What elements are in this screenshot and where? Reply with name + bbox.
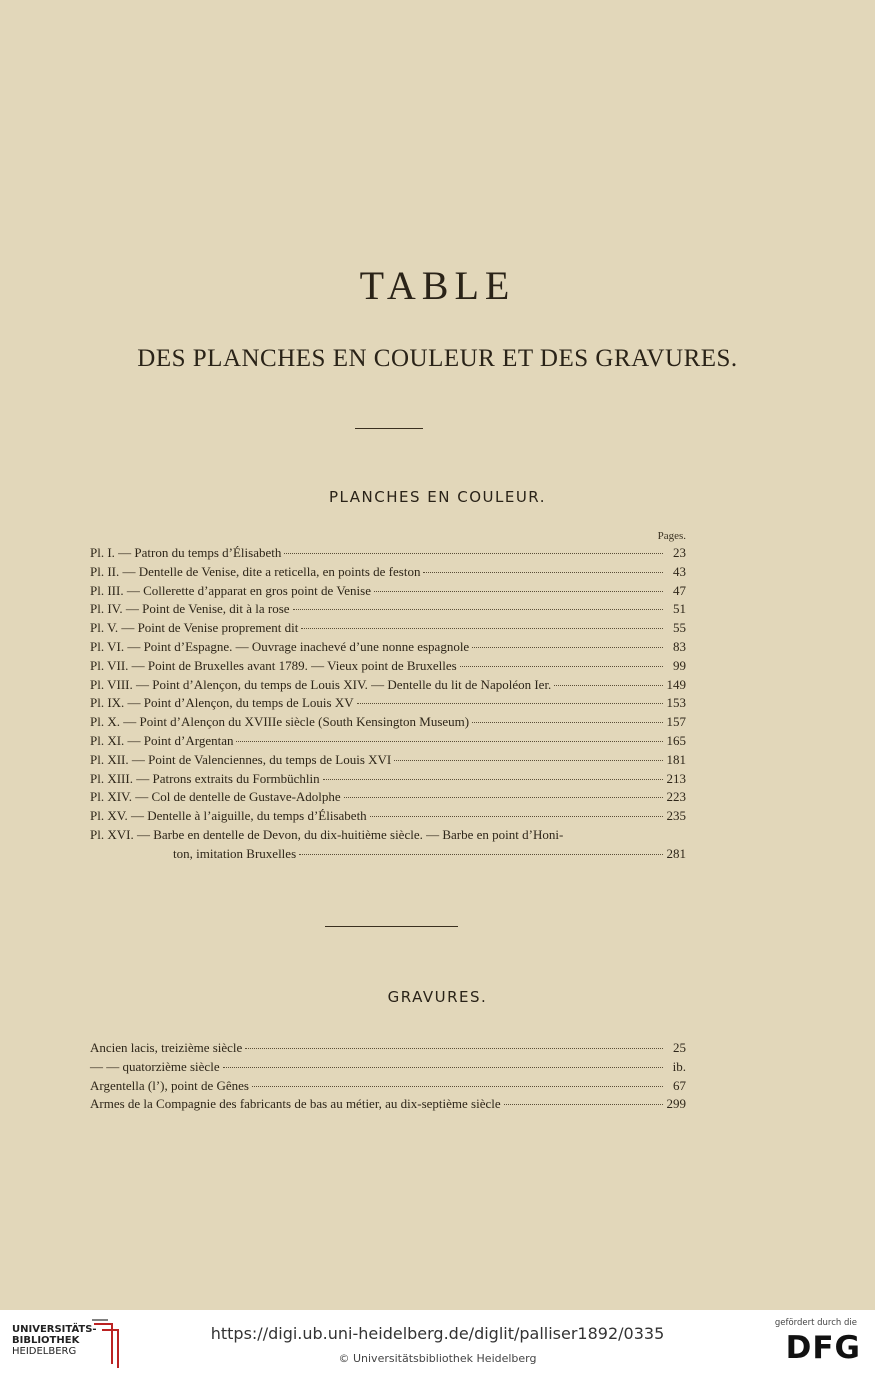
dot-leader bbox=[370, 816, 663, 817]
page-number: 235 bbox=[666, 808, 686, 824]
entry-title: Pl. VI. — Point d’Espagne. — Ouvrage inachevé d’une nonne espagnole bbox=[90, 638, 470, 654]
dot-leader bbox=[374, 591, 663, 592]
entry-title: Pl. I. — Patron du temps d’Élisabeth bbox=[90, 545, 282, 560]
page-number: 153 bbox=[666, 695, 686, 711]
dot-leader bbox=[554, 685, 663, 686]
engraving-entry bbox=[90, 1078, 686, 1097]
plate-entry bbox=[90, 695, 686, 714]
page-number: ib. bbox=[672, 1058, 686, 1074]
entry-title: Pl. V. — Point de Venise proprement dit bbox=[90, 620, 299, 636]
dot-leader bbox=[472, 647, 663, 648]
entry-title: Pl. X. — Point d’Alençon du XVIIIe siècle (South Kensington Museum) bbox=[90, 714, 470, 730]
engraving-entry bbox=[90, 1040, 686, 1059]
permalink-url[interactable]: https://digi.ub.uni-heidelberg.de/diglit/palliser1892/0335 bbox=[210, 1324, 665, 1343]
entry-title: Argentella (l’), point de Gênes bbox=[90, 1077, 249, 1093]
dot-leader bbox=[357, 703, 663, 704]
pages-label: Pages. bbox=[657, 530, 686, 542]
entry-title: Pl. XIV. — Col de dentelle de Gustave-Adolphe bbox=[90, 789, 341, 805]
dot-leader bbox=[394, 760, 663, 761]
plate-entry bbox=[90, 714, 686, 733]
dot-leader bbox=[245, 1048, 663, 1049]
page-number: 165 bbox=[666, 732, 686, 748]
dot-leader bbox=[223, 1067, 663, 1068]
page-number: 281 bbox=[666, 845, 686, 861]
entry-title: — — quatorzième siècle bbox=[90, 1058, 220, 1074]
entry-title: Armes de la Compagnie des fabricants de bas au métier, au dix-septième siècle bbox=[90, 1096, 501, 1112]
page-number: 25 bbox=[673, 1040, 686, 1055]
entry-title: Pl. XV. — Dentelle à l’aiguille, du temps d’Élisabeth bbox=[90, 808, 367, 824]
plate-entry bbox=[90, 601, 686, 620]
page-number: 23 bbox=[673, 545, 686, 560]
entry-title: Pl. XI. — Point d’Argentan bbox=[90, 732, 234, 748]
plates-heading: PLANCHES EN COULEUR. bbox=[329, 488, 546, 506]
page-number: 83 bbox=[673, 638, 686, 654]
engravings-list bbox=[90, 1040, 686, 1115]
plate-entry bbox=[90, 808, 686, 827]
entry-title: Pl. II. — Dentelle de Venise, dite a reticella, en points de feston bbox=[90, 563, 421, 579]
page-number: 99 bbox=[673, 657, 686, 673]
page-subtitle: DES PLANCHES EN COULEUR ET DES GRAVURES. bbox=[137, 345, 738, 372]
dot-leader bbox=[301, 628, 663, 629]
library-line-1: UNIVERSITÄTS- bbox=[12, 1324, 97, 1335]
plate-entry bbox=[90, 620, 686, 639]
entry-title: Pl. IV. — Point de Venise, dit à la rose bbox=[90, 601, 290, 617]
dot-leader bbox=[252, 1086, 663, 1087]
divider-top bbox=[355, 428, 423, 429]
entry-title: Pl. VIII. — Point d’Alençon, du temps de Louis XIV. — Dentelle du lit de Napoléon Ier. bbox=[90, 676, 552, 692]
dot-leader bbox=[344, 797, 663, 798]
entry-title: Pl. VII. — Point de Bruxelles avant 1789. — Vieux point de Bruxelles bbox=[90, 657, 457, 673]
plate-entry bbox=[90, 846, 686, 865]
dot-leader bbox=[323, 779, 663, 780]
library-line-2: BIBLIOTHEK bbox=[12, 1335, 80, 1346]
engravings-heading: GRAVURES. bbox=[387, 988, 488, 1006]
entry-title: Pl. III. — Collerette d’apparat en gros point de Venise bbox=[90, 582, 371, 598]
page-number: 181 bbox=[666, 751, 686, 767]
engraving-entry bbox=[90, 1059, 686, 1078]
plate-entry bbox=[90, 733, 686, 752]
page-number: 51 bbox=[673, 601, 686, 617]
page-number: 47 bbox=[673, 582, 686, 598]
entry-title: Pl. XIII. — Patrons extraits du Formbüchlin bbox=[90, 770, 320, 786]
plate-entry bbox=[90, 583, 686, 602]
page-number: 55 bbox=[673, 620, 686, 636]
page-title: TABLE bbox=[359, 263, 516, 308]
plate-entry bbox=[90, 752, 686, 771]
entry-title: Pl. XVI. — Barbe en dentelle de Devon, du dix-huitième siècle. — Barbe en point d’Honi- bbox=[90, 826, 564, 842]
engraving-entry bbox=[90, 1096, 686, 1115]
plate-entry bbox=[90, 789, 686, 808]
page-number: 223 bbox=[666, 789, 686, 805]
footer-bar bbox=[0, 1310, 875, 1374]
page-number: 157 bbox=[666, 714, 686, 730]
dot-leader bbox=[472, 722, 663, 723]
plate-entry bbox=[90, 677, 686, 696]
page-number: 149 bbox=[666, 676, 686, 692]
dot-leader bbox=[460, 666, 663, 667]
dot-leader bbox=[423, 572, 663, 573]
entry-title: Ancien lacis, treizième siècle bbox=[90, 1040, 243, 1055]
plate-entry bbox=[90, 564, 686, 583]
plate-entry bbox=[90, 771, 686, 790]
plate-entry bbox=[90, 545, 686, 564]
page-number: 67 bbox=[673, 1077, 686, 1093]
plates-list bbox=[90, 545, 686, 865]
dot-leader bbox=[299, 854, 663, 855]
entry-title: Pl. IX. — Point d’Alençon, du temps de Louis XV bbox=[90, 695, 354, 711]
page-number: 43 bbox=[673, 563, 686, 579]
funding-note: gefördert durch die bbox=[774, 1318, 857, 1328]
page-number: 213 bbox=[666, 770, 686, 786]
dot-leader bbox=[284, 553, 663, 554]
dot-leader bbox=[236, 741, 663, 742]
dot-leader bbox=[504, 1104, 663, 1105]
plate-entry bbox=[90, 639, 686, 658]
dot-leader bbox=[293, 609, 663, 610]
plate-entry bbox=[90, 827, 686, 846]
page-number: 299 bbox=[666, 1096, 686, 1112]
entry-title: Pl. XII. — Point de Valenciennes, du temps de Louis XVI bbox=[90, 751, 392, 767]
divider-middle bbox=[325, 926, 458, 927]
library-line-3: HEIDELBERG bbox=[12, 1346, 77, 1357]
dfg-logo: DFG bbox=[785, 1330, 861, 1366]
plate-entry bbox=[90, 658, 686, 677]
copyright-notice: © Universitätsbibliothek Heidelberg bbox=[338, 1352, 537, 1365]
entry-title: ton, imitation Bruxelles bbox=[173, 845, 297, 861]
